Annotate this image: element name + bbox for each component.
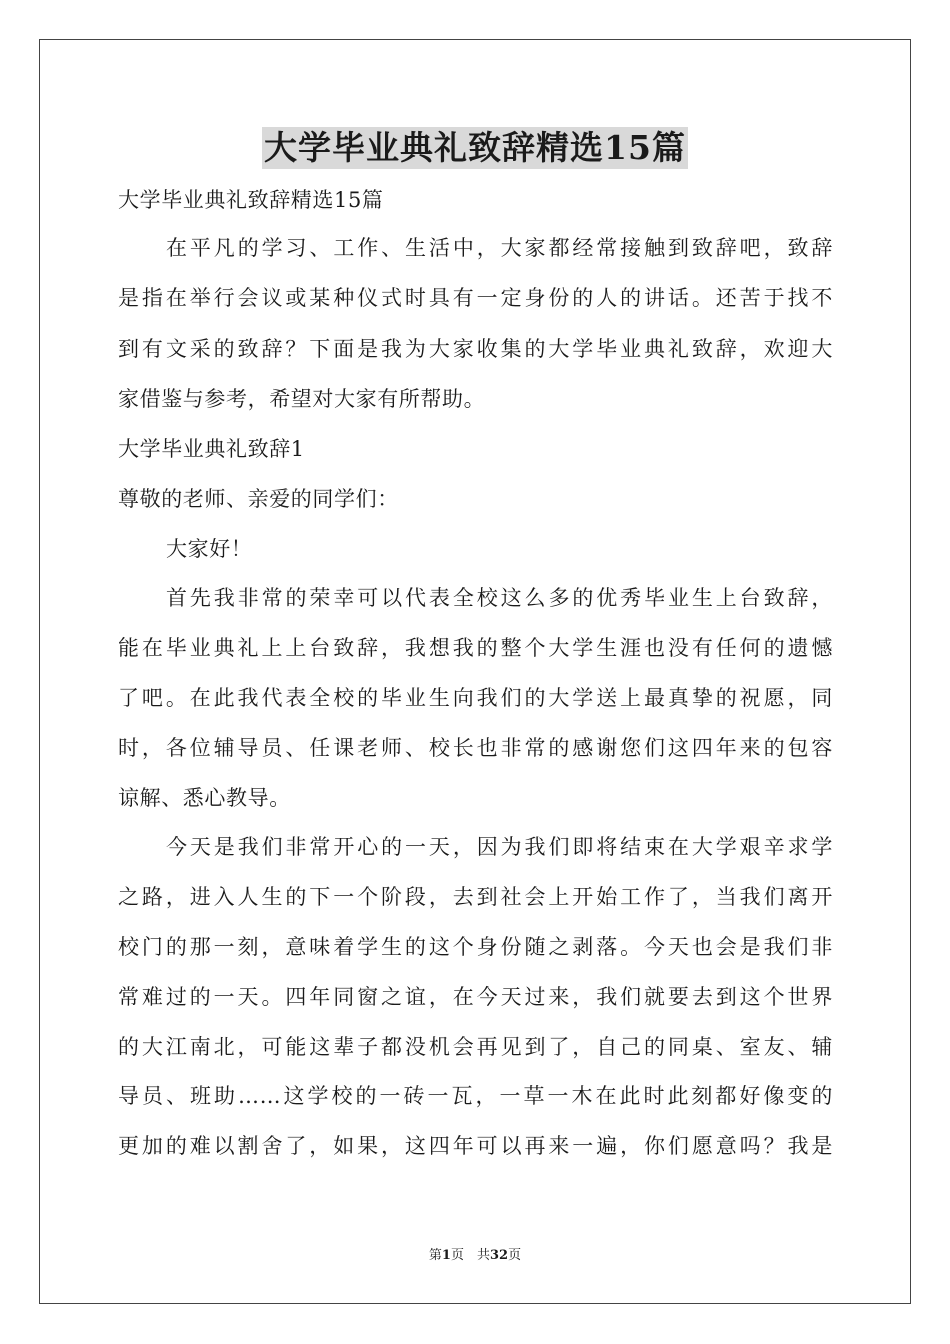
footer-prefix: 第 bbox=[428, 1248, 442, 1263]
para1-line: 谅解、悉心教导。 bbox=[118, 786, 291, 810]
subtitle: 大学毕业典礼致辞精选15篇 bbox=[118, 188, 384, 212]
para2-line: 之路，进入人生的下一个阶段，去到社会上开始工作了，当我们离开 bbox=[118, 885, 833, 909]
footer-total-pages: 32 bbox=[489, 1248, 509, 1263]
para2-line: 校门的那一刻，意味着学生的这个身份随之剥落。今天也会是我们非 bbox=[118, 935, 833, 959]
section-heading: 大学毕业典礼致辞1 bbox=[118, 437, 305, 461]
para1-line: 能在毕业典礼上上台致辞，我想我的整个大学生涯也没有任何的遗憾 bbox=[118, 636, 833, 660]
title-wrap bbox=[0, 127, 950, 169]
document-title: 大学毕业典礼致辞精选15篇 bbox=[264, 128, 686, 167]
footer-mid: 页 共 bbox=[450, 1248, 490, 1263]
intro-line: 是指在举行会议或某种仪式时具有一定身份的人的讲话。还苦于找不 bbox=[118, 286, 833, 310]
para1-line: 首先我非常的荣幸可以代表全校这么多的优秀毕业生上台致辞， bbox=[166, 586, 833, 610]
salutation: 尊敬的老师、亲爱的同学们： bbox=[118, 487, 399, 511]
footer-current-page: 1 bbox=[441, 1248, 451, 1263]
para1-line: 了吧。在此我代表全校的毕业生向我们的大学送上最真挚的祝愿，同 bbox=[118, 686, 833, 710]
intro-line: 到有文采的致辞？下面是我为大家收集的大学毕业典礼致辞，欢迎大 bbox=[118, 337, 833, 361]
intro-line: 家借鉴与参考，希望对大家有所帮助。 bbox=[118, 387, 486, 411]
page-footer bbox=[0, 1247, 950, 1265]
intro-line: 在平凡的学习、工作、生活中，大家都经常接触到致辞吧，致辞 bbox=[166, 236, 833, 260]
para2-line: 导员、班助……这学校的一砖一瓦，一草一木在此时此刻都好像变的 bbox=[118, 1084, 833, 1108]
para2-line: 今天是我们非常开心的一天，因为我们即将结束在大学艰辛求学 bbox=[166, 835, 833, 859]
para2-line: 常难过的一天。四年同窗之谊，在今天过来，我们就要去到这个世界 bbox=[118, 985, 833, 1009]
greeting: 大家好！ bbox=[166, 537, 253, 561]
para2-line: 更加的难以割舍了，如果，这四年可以再来一遍，你们愿意吗？我是 bbox=[118, 1134, 833, 1158]
footer-suffix: 页 bbox=[508, 1248, 522, 1263]
para1-line: 时，各位辅导员、任课老师、校长也非常的感谢您们这四年来的包容 bbox=[118, 736, 833, 760]
page-border bbox=[39, 39, 911, 1304]
para2-line: 的大江南北，可能这辈子都没机会再见到了，自己的同桌、室友、辅 bbox=[118, 1035, 833, 1059]
